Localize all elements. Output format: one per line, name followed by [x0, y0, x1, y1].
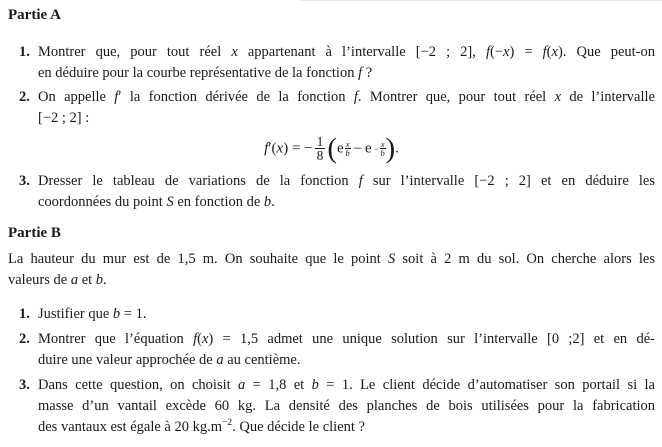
- math-e: e: [364, 140, 372, 157]
- fraction-one-eighth: [315, 135, 326, 162]
- list-item: [8, 171, 655, 213]
- text-line: Montrer que l’équation f(x) = 1,5 admet une unique solution sur l’intervalle [0 ;2] et en dé-: [38, 331, 655, 347]
- exponent-fraction: [345, 140, 351, 157]
- item-number: 3.: [19, 173, 30, 189]
- text-line: des vantaux est égale à 20 $kg.m^{-2}$. Que décide le client ?: [38, 418, 365, 435]
- part-a-heading: Partie A: [8, 7, 61, 23]
- text-line: valeurs de a et b.: [8, 272, 107, 288]
- part-b-heading: Partie B: [8, 225, 61, 241]
- list-item: [8, 375, 655, 438]
- text-line: en déduire pour la courbe représentative de la fonction f ?: [38, 65, 373, 81]
- text-line: La hauteur du mur est de 1,5 m. On souhaite que le point S soit à 2 m du sol. On cherche alors les: [8, 251, 656, 267]
- exponent-denominator: b: [380, 148, 385, 159]
- exponent-numerator: x: [345, 139, 350, 150]
- item-number: 2.: [19, 331, 30, 347]
- part-b-list: [8, 304, 655, 438]
- item-number: 1.: [19, 44, 30, 60]
- math-x: x: [276, 140, 284, 157]
- text-line: masse d’un vantail excède 60 kg. La densité des planches de bois utilisées pour la fabrication: [38, 398, 655, 414]
- list-item: [8, 42, 655, 84]
- top-rule: [300, 0, 662, 1]
- text-line: duire une valeur approchée de a au centième.: [38, 352, 301, 368]
- exponent-denominator: b: [345, 148, 350, 159]
- exponent-numerator: x: [380, 139, 385, 150]
- math-period: .: [395, 140, 399, 157]
- math-f: f: [264, 140, 269, 157]
- text-line: [−2 ; 2] :: [38, 110, 90, 126]
- list-item: [8, 329, 655, 371]
- math-equals: ) = −: [283, 140, 313, 157]
- text-line: Montrer que, pour tout réel x appartenant à l’intervalle [−2 ; 2], f(−x) = f(x). Que peut-on: [38, 44, 655, 60]
- derivative-formula: [8, 133, 655, 165]
- math-prime-open: ′(: [268, 140, 277, 157]
- math-e: e: [337, 140, 344, 157]
- text-line: Justifier que b = 1.: [38, 306, 147, 322]
- right-paren: ): [385, 132, 396, 165]
- item-number: 2.: [19, 89, 30, 105]
- document-content: [0, 5, 662, 438]
- list-item: [8, 304, 655, 325]
- list-item: [8, 87, 655, 129]
- exponent-minus: −: [373, 143, 379, 154]
- fraction-denominator: 8: [316, 148, 324, 164]
- part-b-intro: [8, 249, 655, 291]
- text-line: coordonnées du point S en fonction de b.: [38, 194, 275, 210]
- text-line: On appelle f′ la fonction dérivée de la fonction f. Montrer que, pour tout réel x de l’intervalle: [38, 89, 655, 105]
- text-line: Dans cette question, on choisit a = 1,8 et b = 1. Le client décide d’automatiser son portail si la: [38, 377, 655, 393]
- part-a-list: [8, 42, 655, 213]
- left-paren: (: [327, 132, 338, 165]
- fraction-numerator: 1: [316, 134, 324, 150]
- math-minus: −: [353, 140, 362, 157]
- item-number: 1.: [19, 306, 30, 322]
- text-line: Dresser le tableau de variations de la fonction f sur l’intervalle [−2 ; 2] et en déduire les: [38, 173, 655, 189]
- item-number: 3.: [19, 377, 30, 393]
